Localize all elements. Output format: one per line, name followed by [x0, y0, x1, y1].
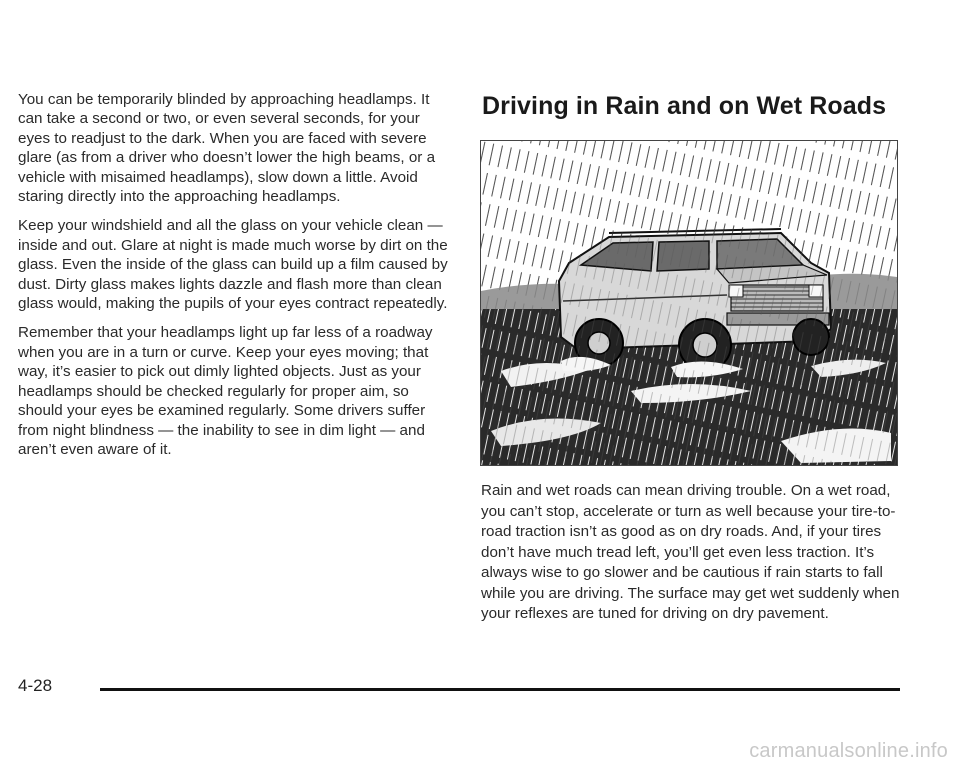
- paragraph-glare: You can be temporarily blinded by approaching headlamps. It can take a second or two, or even several seconds, for your eyes to readjust to the dark. When you are faced with severe glare (as from a driver who doesn’t lower the high beams, or a vehicle with misaimed headlamps), slow down a little. Avoid staring directly into the approaching headlamps.: [18, 91, 436, 206]
- footer-rule: [100, 688, 900, 691]
- section-heading: Driving in Rain and on Wet Roads: [482, 92, 887, 120]
- paragraph-headlamps-curve: Remember that your headlamps light up far less of a roadway when you are in a turn or curve. Keep your eyes moving; that way, it’s easier to pick out dimly lighted objects. Just as your headlamps should be checked regularly for proper aim, so should your eyes be examined regularly. Some drivers suffer from night blindness — the inability to see in dim light — and aren’t even aware of it.: [18, 324, 433, 458]
- rain-driving-illustration: [480, 140, 898, 466]
- left-column: [18, 90, 448, 469]
- paragraph-rain-wet-roads: Rain and wet roads can mean driving trouble. On a wet road, you can’t stop, accelerate or turn as well because your tire-to-road traction isn’t as good as on dry roads. And, if your tires don’t have much tread left, you’ll get even less traction. It’s always wise to go slower and be cautious if rain starts to fall while you are driving. The surface may get wet suddenly when your reflexes are tuned for driving on dry pavement.: [481, 482, 900, 622]
- suv-in-rain-image: [481, 141, 897, 465]
- watermark: carmanualsonline.info: [749, 740, 948, 762]
- paragraph-windshield: Keep your windshield and all the glass on your vehicle clean — inside and out. Glare at night is made much worse by dirt on the glass. Even the inside of the glass can build up a film caused by dust. Dirty glass makes lights dazzle and flash more than clean glass would, making the pupils of your eyes contract repeatedly.: [18, 217, 448, 313]
- page-number: 4-28: [18, 676, 53, 695]
- right-column: [481, 481, 911, 625]
